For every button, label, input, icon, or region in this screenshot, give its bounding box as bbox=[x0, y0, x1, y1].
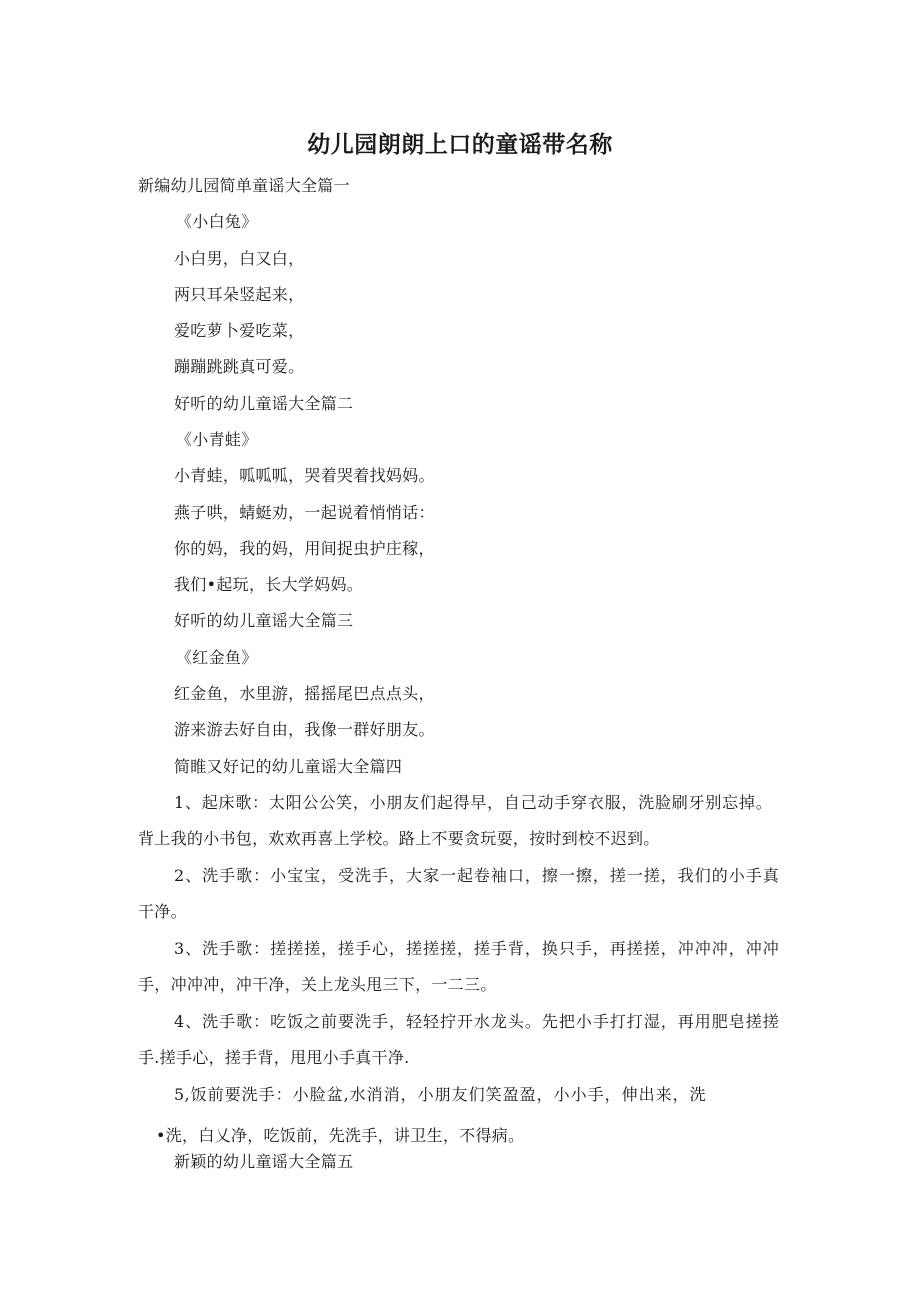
section-heading-5: 新颖的幼儿童谣大全篇五 bbox=[174, 1152, 354, 1171]
poem-line: 小白男，白又白， bbox=[174, 249, 305, 268]
section-heading-2: 好听的幼儿童谣大全篇二 bbox=[174, 394, 354, 413]
section-heading-3: 好听的幼儿童谣大全篇三 bbox=[174, 611, 354, 630]
poem-line: 你的妈，我的妈，用间捉虫护庄稼， bbox=[174, 539, 435, 558]
page-title: 幼儿园朗朗上口的童谣带名称 bbox=[307, 132, 613, 158]
paragraph-line: 背上我的小书包，欢欢再喜上学校。路上不要贪玩耍，按时到校不迟到。 bbox=[138, 829, 660, 848]
paragraph-line: 5,饭前要洗手：小脸盆,水消消，小朋友们笑盈盈，小小手，伸出来，洗 bbox=[174, 1085, 706, 1104]
poem-line: 爱吃萝卜爱吃菜， bbox=[174, 321, 305, 340]
poem-title-3: 《红金鱼》 bbox=[176, 648, 258, 667]
paragraph-line: 手，冲冲冲，冲干净，关上龙头甩三下，一二三。 bbox=[138, 975, 497, 994]
poem-title-1: 《小白兔》 bbox=[176, 212, 258, 231]
poem-line: 红金鱼，水里游，摇摇尾巴点点头， bbox=[174, 684, 435, 703]
paragraph-line: •洗，白乂净，吃饭前，先洗手，讲卫生，不得病。 bbox=[156, 1126, 525, 1145]
paragraph-line: 干净。 bbox=[138, 902, 187, 921]
poem-line: 我们•起玩，长大学妈妈。 bbox=[174, 575, 364, 594]
poem-line: 游来游去好自由，我像一群好朋友。 bbox=[174, 720, 435, 739]
paragraph-line: 1、起床歌：太阳公公笑，小朋友们起得早，自己动手穿衣服，洗脸刷牙别忘掉。 bbox=[174, 793, 772, 812]
paragraph-line: 3、洗手歌：搓搓搓，搓手心，搓搓搓，搓手背，换只手，再搓搓，冲冲冲，冲冲 bbox=[174, 939, 779, 958]
section-heading-1: 新编幼儿园简单童谣大全篇一 bbox=[138, 176, 350, 195]
poem-line: 两只耳朵竖起来， bbox=[174, 285, 305, 304]
poem-title-2: 《小青蛙》 bbox=[176, 430, 258, 449]
section-heading-4: 简睢又好记的幼儿童谣大全篇四 bbox=[174, 757, 403, 776]
paragraph-line: 2、洗手歌：小宝宝，受洗手，大家一起卷袖口，擦一擦，搓一搓，我们的小手真 bbox=[174, 866, 779, 885]
poem-line: 小青蛙，呱呱呱，哭着哭着找妈妈。 bbox=[174, 466, 435, 485]
paragraph-line: 4、洗手歌：吃饭之前要洗手，轻轻拧开水龙头。先把小手打打湿，再用肥皂搓搓 bbox=[174, 1012, 779, 1031]
paragraph-line: 手.搓手心，搓手背，甩甩小手真干净. bbox=[138, 1048, 410, 1067]
poem-line: 蹦蹦跳跳真可爱。 bbox=[174, 357, 305, 376]
poem-line: 燕子哄，蜻蜓劝，一起说着悄悄话： bbox=[174, 503, 435, 522]
